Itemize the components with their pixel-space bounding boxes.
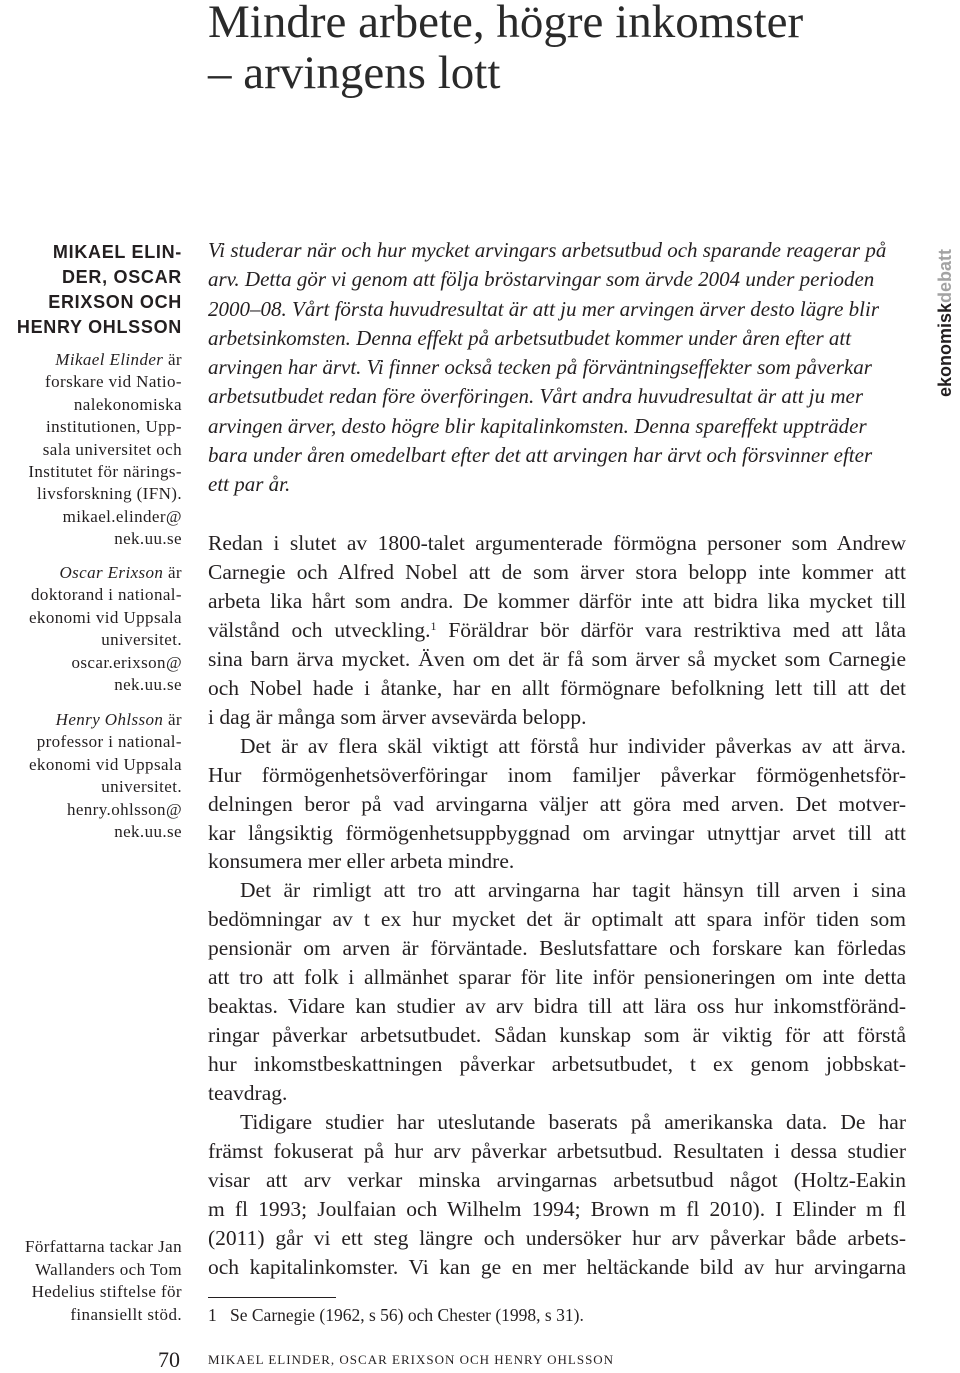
author-heading-line: ERIXSON OCH: [48, 292, 182, 312]
paragraph: [208, 1108, 906, 1282]
author-email[interactable]: [0, 506, 182, 551]
abstract-line: arv. Detta gör vi genom att följa bröstarvingar som ärvde 2004 under perioden: [208, 267, 875, 292]
body-line: visar att arv verkar minska arvingarnas arbetsutbud något (Holtz-Eakin: [208, 1167, 906, 1192]
text-segment: Föräldrar bör därför vara restriktiva med att låta: [436, 617, 906, 642]
bio-line: ekonomi vid Uppsala: [28, 607, 182, 627]
abstract-line: bara under åren omedelbart efter det att arvingen har ärvt och försvinner efter: [208, 442, 873, 467]
acknowledgement-line: Författarna tackar Jan: [24, 1237, 182, 1256]
body-line: pensionär om arven är förväntade. Beslutsfattare och forskare kan förledas: [208, 936, 906, 961]
title-line: Mindre arbete, högre inkomster: [208, 0, 804, 48]
body-line: (2011) går vi ett steg längre och undersöker hur arv påverkar både arbets-: [208, 1225, 906, 1250]
abstract: [208, 236, 928, 499]
footnote-reference: 1: [430, 618, 437, 633]
email-line: henry.ohlsson@: [66, 799, 182, 819]
body-line: delningen beror på vad arvingarna väljer att göra med arven. Det motver-: [208, 791, 906, 816]
bio-line: sala universitet och: [42, 439, 182, 459]
paragraph: [208, 529, 906, 732]
bio-line: ekonomi vid Uppsala: [28, 754, 182, 774]
author-bio-elinder: [0, 349, 182, 551]
body-line: bedömningar av t ex hur mycket det är optimalt att spara inför tiden som: [208, 907, 906, 932]
text-segment: är: [163, 350, 182, 369]
body-line: Redan i slutet av 1800-talet argumenterade förmögna personer som Andrew: [208, 531, 906, 555]
bio-line: doktorand i national-: [31, 585, 182, 605]
author-heading-line: DER, OSCAR: [61, 267, 182, 287]
body-line: sina barn ärva mycket. Även om det är få som ärver så mycket som Carnegie: [208, 646, 906, 671]
email-line: nek.uu.se: [114, 529, 182, 549]
article-body: [208, 529, 906, 1282]
journal-logo: [935, 249, 956, 397]
bio-line: professor i national-: [36, 732, 182, 752]
author-heading-line: HENRY OHLSSON: [16, 317, 182, 337]
footnote-text: Se Carnegie (1962, s 56) och Chester (1998, s 31).: [230, 1305, 584, 1325]
abstract-line: Vi studerar när och hur mycket arvingars arbetsutbud och sparande reagerar på: [208, 238, 887, 262]
body-line: [208, 616, 906, 645]
text-segment: är: [163, 563, 182, 582]
email-line: nek.uu.se: [114, 675, 182, 695]
abstract-line: arvingen ärver, desto högre blir kapitalinkomsten. Denna spareffekt uppträder: [208, 413, 867, 438]
body-line: Hur förmögenhetsöverföringar inom familjer påverkar förmögenhetsför-: [208, 762, 906, 787]
paragraph: [208, 732, 906, 877]
running-head: MIKAEL ELINDER, OSCAR ERIXSON OCH HENRY OHLSSON: [208, 1352, 615, 1367]
author-names-heading: [0, 240, 182, 340]
page-number: 70: [158, 1347, 180, 1372]
abstract-line: arbetsinkomsten. Denna effekt på arbetsutbudet kommer under åren efter att: [208, 325, 852, 350]
body-line: i dag är många som ärver avsevärda belopp.: [208, 704, 587, 729]
email-line: mikael.elinder@: [62, 506, 182, 526]
author-name: Oscar Erixson: [59, 563, 164, 582]
footnote-divider: [208, 1297, 336, 1298]
acknowledgement-line: finansiellt stöd.: [70, 1304, 182, 1324]
bio-intro-line: [0, 709, 182, 731]
bio-text: [0, 371, 182, 505]
author-name: Mikael Elinder: [55, 350, 164, 369]
abstract-line: ett par år.: [208, 472, 291, 496]
body-line: konsumera mer eller arbeta mindre.: [208, 849, 515, 874]
author-bio-ohlsson: [0, 709, 182, 843]
bio-line: livsforskning (IFN).: [37, 484, 182, 504]
title-line: – arvingens lott: [208, 47, 501, 99]
journal-logo-part-2: debatt: [935, 248, 955, 303]
journal-logo-part-1: ekonomisk: [935, 302, 955, 397]
body-line: beaktas. Vidare kan studier av arv bidra till att lära oss hur inkomstföränd-: [208, 994, 906, 1019]
email-line: oscar.erixson@: [71, 652, 182, 672]
bio-text: [0, 584, 182, 651]
acknowledgement-line: Hedelius stiftelse för: [31, 1282, 182, 1302]
body-line: att tro att folk i allmänhet sparar för lite inför pensioneringen om inte detta: [208, 965, 906, 990]
body-line: Tidigare studier har uteslutande baserats på amerikanska data. De har: [240, 1110, 906, 1135]
text-segment: är: [163, 710, 182, 729]
footnote-number: 1: [208, 1305, 217, 1325]
article-title: [208, 0, 803, 99]
body-line: teavdrag.: [208, 1081, 288, 1106]
author-name: Henry Ohlsson: [55, 710, 164, 729]
body-line: Det är av flera skäl viktigt att förstå hur individer påverkas av att ärva.: [240, 733, 906, 758]
bio-intro-line: [0, 349, 182, 371]
email-line: nek.uu.se: [114, 822, 182, 842]
author-email[interactable]: [0, 652, 182, 697]
acknowledgement-line: Wallanders och Tom: [35, 1259, 182, 1279]
author-heading-line: MIKAEL ELIN-: [52, 242, 182, 262]
bio-line: institutionen, Upp-: [45, 417, 182, 437]
body-line: Carnegie och Alfred Nobel att de som ärver stora belopp inte kommer att: [208, 559, 906, 584]
abstract-line: arbetsutbudet redan före överföringen. Vårt andra huvudresultat är att ju mer: [208, 384, 864, 409]
body-line: Det är rimligt att tro att arvingarna har tagit hänsyn till arven i sina: [240, 878, 906, 903]
bio-line: universitet.: [101, 630, 182, 650]
abstract-line: 2000–08. Vårt första huvudresultat är att ju mer arvingen ärver desto lägre blir: [208, 296, 879, 321]
bio-line: universitet.: [101, 777, 182, 797]
acknowledgement: [0, 1236, 182, 1326]
bio-text: [0, 731, 182, 798]
body-line: ringar påverkar arbetsutbudet. Sådan kunskap som är viktig för att förstå: [208, 1023, 906, 1048]
body-line: m fl 1993; Joulfaian och Wilhelm 1994; Brown m fl 2010). I Elinder m fl: [208, 1196, 906, 1221]
body-line: och kapitalinkomster. Vi kan ge en mer heltäckande bild av hur arvingarna: [208, 1254, 906, 1279]
bio-line: forskare vid Natio-: [45, 372, 182, 392]
paragraph: [208, 876, 906, 1108]
bio-line: Institutet för närings-: [28, 462, 182, 482]
author-bio-erixson: [0, 562, 182, 696]
abstract-line: arvingen har ärvt. Vi finner också tecken på förväntningseffekter som påverkar: [208, 355, 872, 379]
author-email[interactable]: [0, 799, 182, 844]
footnote: [208, 1303, 584, 1327]
text-segment: välstånd och utveckling.: [208, 617, 431, 642]
body-line: främst fokuserat på hur arv påverkar arbetsutbud. Resultaten i dessa studier: [208, 1139, 906, 1164]
body-line: arbeta lika hårt som andra. De kommer därför inte att bidra lika mycket till: [208, 588, 906, 613]
bio-intro-line: [0, 562, 182, 584]
bio-line: nalekonomiska: [73, 394, 182, 414]
body-line: och Nobel hade i åtanke, har en allt förmögnare befolkning lett till att det: [208, 675, 906, 700]
body-line: hur inkomstbeskattningen påverkar arbetsutbudet, t ex genom jobbskat-: [208, 1052, 906, 1077]
body-line: kar långsiktig förmögenhetsuppbyggnad om arvingar utnyttjar arvet till att: [208, 820, 906, 845]
